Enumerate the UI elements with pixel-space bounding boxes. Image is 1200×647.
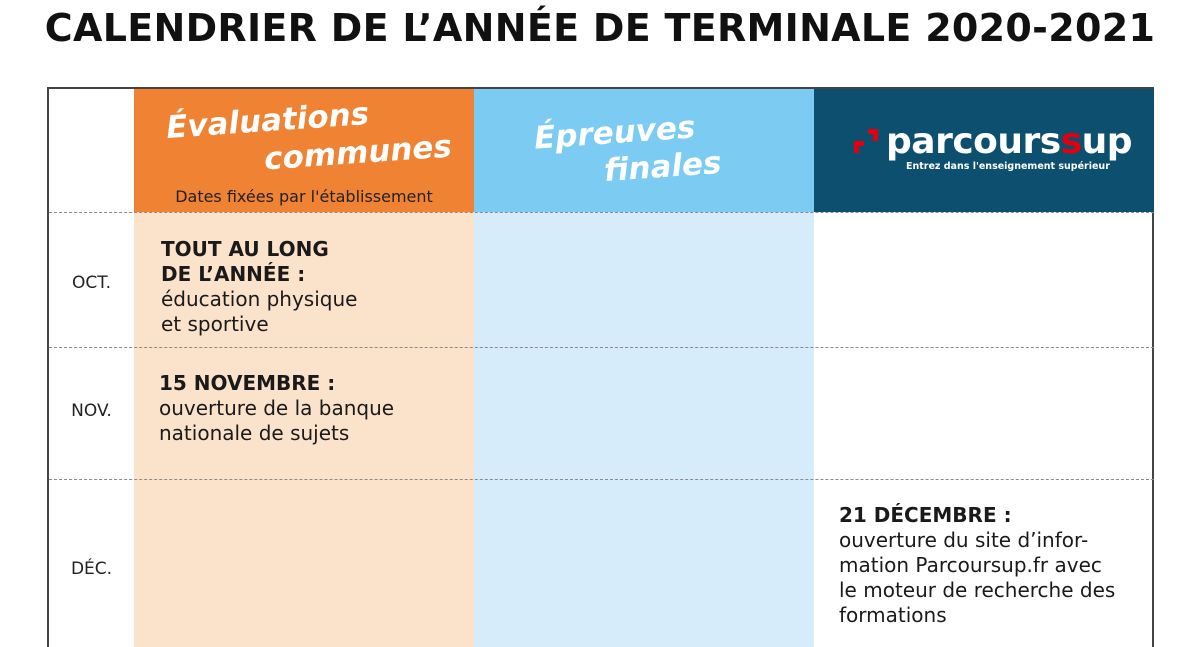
month-oct: OCT.	[71, 273, 112, 293]
parcoursup-wordmark: parcourssup	[886, 121, 1133, 162]
cell-text: et sportive	[161, 312, 269, 336]
cell-text: formations	[839, 603, 947, 627]
cell-heading: 21 DÉCEMBRE :	[839, 503, 1012, 527]
cell-text: mation Parcoursup.fr avec	[839, 553, 1102, 577]
oct-evaluations-cell	[161, 237, 357, 337]
row-separator	[49, 479, 1154, 480]
month-dec: DÉC.	[70, 559, 113, 579]
evaluations-subtitle: Dates fixées par l'établissement	[175, 187, 433, 206]
cell-heading: 15 NOVEMBRE :	[159, 371, 336, 395]
evaluations-title-line2: communes	[262, 128, 453, 178]
cell-heading: DE L’ANNÉE :	[161, 262, 306, 286]
calendar-table	[47, 87, 1154, 647]
epreuves-title-line2: finales	[602, 144, 723, 190]
epreuves-header	[474, 89, 814, 212]
row-separator	[49, 212, 1154, 213]
nov-evaluations-cell	[159, 371, 394, 446]
dec-parcoursup-cell	[839, 503, 1115, 628]
cell-text: ouverture du site d’infor-	[839, 528, 1089, 552]
cell-text: nationale de sujets	[159, 421, 350, 445]
epreuves-title-line1: Épreuves	[532, 109, 697, 157]
page-title: CALENDRIER DE L’ANNÉE DE TERMINALE 2020-2021	[44, 6, 1156, 50]
cell-text: ouverture de la banque	[159, 396, 395, 420]
parcoursup-header	[814, 89, 1154, 212]
evaluations-title-line1: Évaluations	[164, 95, 371, 147]
row-separator	[49, 347, 1154, 348]
parcoursup-tagline: Entrez dans l'enseignement supérieur	[906, 161, 1110, 172]
parcoursup-logo	[852, 121, 1133, 172]
month-nov: NOV.	[71, 401, 112, 421]
evaluations-header	[134, 89, 474, 212]
cell-text: éducation physique	[161, 287, 358, 311]
cell-text: le moteur de recherche des	[839, 578, 1116, 602]
cell-heading: TOUT AU LONG	[161, 237, 329, 261]
